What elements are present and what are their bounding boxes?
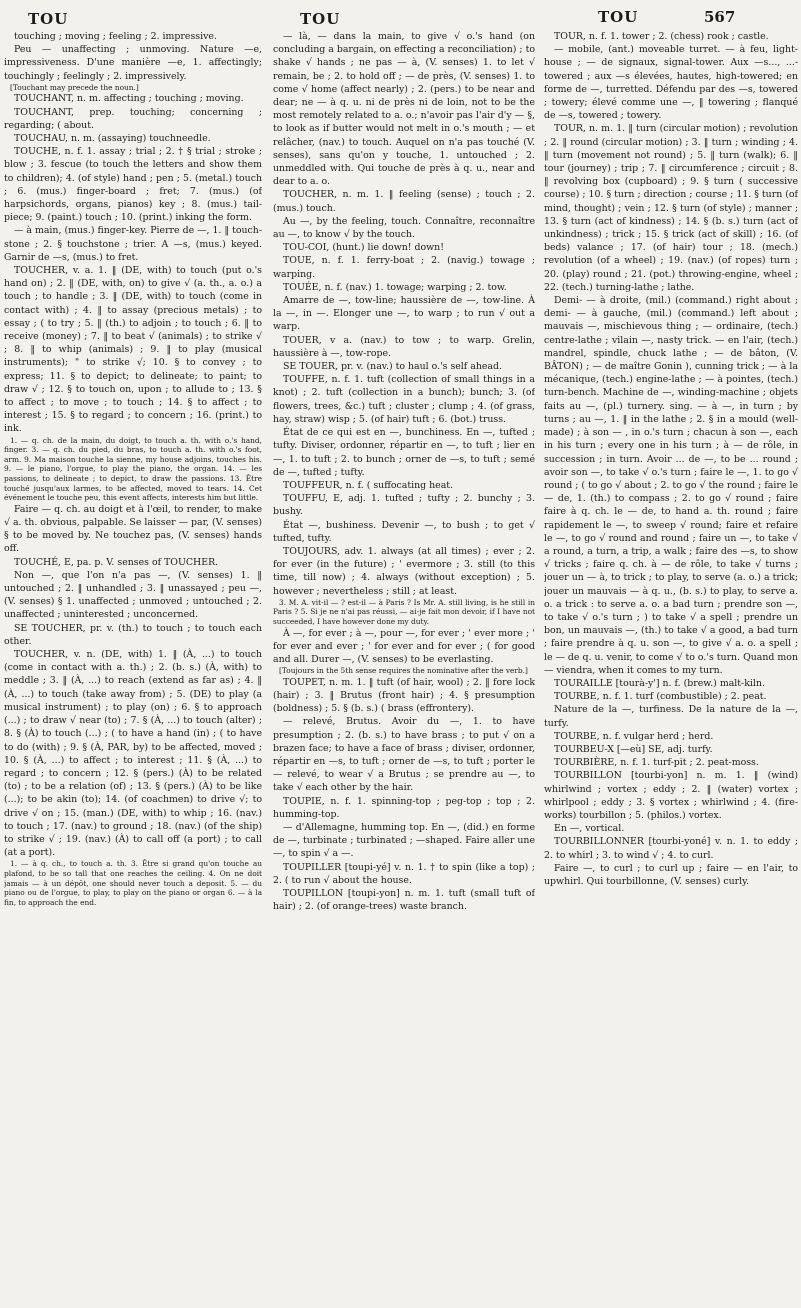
page-header: [0, 4, 801, 32]
entry-paragraph: TOUCHER, v. n. (DE, with) 1. ‖ (À, ...) to touch (come in contact with a. th.) ; 2. (b. s.) (À, with) to meddle ; 3. ‖ (À, ...) to reach (extend as far as) ; 4. ‖ (À, ...) to touch (take away from) ; 5. (DE) to play (a musical instrument) ; to play (on) ; 6. § to approach (...) ; to draw √ near (to) ; 7. § (À, ...) to touch (alter) ; 8. § (À) to touch (...) ; ( to have a hand (in) ; ( to have to do (with) ; 9. § (À, PAR, by) to be affected, moved ; 10. § (À, ...) to affect ; to interest ; 11. § (À, ...) to regard ; to concern ; 12. § (pers.) (À) to be related (to) ; to be a relation (of) ; 13. § (pers.) (À) to be like (...); to be akin (to); 14. (of coachmen) to drive √; to drive √ on ; 15. (man.) (DE, with) to whip ; 16. (nav.) to touch ; 17. (nav.) to ground ; 18. (nav.) (of the ship) to strike √ ; 19. (nav.) (À) to call off (a port) ; to call (at a port).: [4, 649, 262, 859]
entry-paragraph: TOUCHER, n. m. 1. ‖ feeling (sense) ; touch ; 2. (mus.) touch.: [273, 189, 535, 214]
entry-paragraph: — relevé, Brutus. Avoir du —, 1. to have presumption ; 2. (b. s.) to have brass ; to put √ on a brazen face; to have a face of brass ; diviser, ordonner, répartir en —s, to tuft ; orner de —s, to tuft ; porter le — relevé, to wear √ a Brutus ; se prendre au —, to take √ each other by the hair.: [273, 716, 535, 794]
entry-paragraph: touching ; moving ; feeling ; 2. impressive.: [14, 31, 217, 42]
entry-paragraph: État de ce qui est en —, bunchiness. En —, tufted ; tufty. Diviser, ordonner, répartir en —, to tuft ; lier en —, 1. to tuft ; 2. to bunch ; orner de —s, to tuft ; semé de —, tufted ; tufty.: [273, 427, 535, 478]
entry-paragraph: TOUPILLER [toupi-yé] v. n. 1. † to spin (like a top) ; 2. ( to run √ about the house.: [273, 861, 535, 886]
entry-paragraph: TOURBIÈRE, n. f. 1. turf-pit ; 2. peat-moss.: [554, 757, 759, 769]
entry-paragraph: TOUCHAU, n. m. (assaying) touchneedle.: [14, 133, 211, 145]
entry-paragraph: — d'Allemagne, humming top. En —, (did.) en forme de —, turbinate ; turbinated ; —shaped. Faire aller une —, to spin √ a —.: [273, 821, 535, 860]
entry-paragraph: TOUJOURS, adv. 1. always (at all times) ; ever ; 2. for ever (in the future) ; ' evermore ; 3. still (to this time, till now) ; 4. always (without exception) ; 5. however ; nevertheless ; still ; at least.: [273, 545, 535, 597]
usage-note: [Touchant may precede the noun.]: [10, 82, 139, 92]
left-running-head: TOU: [28, 10, 69, 28]
entry-paragraph: TOUPIE, n. f. 1. spinning-top ; peg-top ; top ; 2. humming-top.: [273, 795, 535, 820]
entry-paragraph: TOUPILLON [toupi-yon] n. m. 1. tuft (small tuft of hair) ; 2. (of orange-trees) waste branch.: [273, 887, 535, 913]
entry-paragraph: TOUÉE, n. f. (nav.) 1. towage; warping ; 2. tow.: [283, 281, 507, 293]
entry-paragraph: TOURBILLON [tourbi-yon] n. m. 1. ‖ (wind) whirlwind ; vortex ; eddy ; 2. ‖ (water) vortex ; whirlpool ; eddy ; 3. § vortex ; whirlwind ; 4. (fire-works) tourbillon ; 5. (philos.) vortex.: [544, 770, 798, 821]
entry-paragraph: TOUFFE, n. f. 1. tuft (collection of small things in a knot) ; 2. tuft (collection in a bunch); bunch; 3. (of flowers, trees, &c.) tuft ; cluster ; clump ; 4. (of grass, hay, straw) wisp ; 5. (of hair) tuft ; 6. (bot.) truss.: [273, 374, 535, 425]
right-running-head: TOU: [598, 8, 639, 26]
entry-paragraph: État —, bushiness. Devenir —, to bush ; to get √ tufted, tufty.: [273, 519, 535, 544]
entry-paragraph: TOU-COI, (hunt.) lie down! down!: [283, 242, 444, 254]
example-note: 3. M. A. vit-il — ? est-il — à Paris ? Is Mr. A. still living, is he still in Paris ? 5. Si je ne n'ai pas réussi, — ai-je fait mon devoir, if I have not succeeded, I have however done my duty.: [273, 597, 535, 626]
entry-paragraph: TOUCHÉ, E, pa. p. V. senses of TOUCHER.: [14, 556, 219, 568]
entry-paragraph: TOUCHANT, n. m. affecting ; touching ; moving.: [14, 93, 244, 105]
example-note: 1. — q. ch. de la main, du doigt, to touch a. th. with o.'s hand, finger. 3. — q. ch. du pied, du bras, to touch a. th. with o.'s foot, arm. 9. Ma maison touche la sienne, my house adjoins, touches his. 9. — le piano, l'orgue, to play the piano, the organ. 14. — les passions, to delineate ; to depict, to draw the passions. 13. Être touché jusqu'aux larmes, to be affected, moved to tears. 14. Cet événement le touche peu, this event affects, interests him but little.: [4, 435, 262, 503]
entry-paragraph: TOUR, n. m. 1. ‖ turn (circular motion) ; revolution ; 2. ‖ round (circular motion) ; 3. ‖ turn ; winding ; 4. ‖ turn (movement not round) ; 5. ‖ turn (walk); 6. ‖ tour (journey) ; trip ; 7. ‖ circumference ; circuit ; 8. ‖ revolving box (cupboard) ; 9. § turn ( successive course) ; 10. § turn ; direction ; course ; 11. § turn (of mind, thought) ; vein ; 12. § turn (of style) ; manner ; 13. § turn (act of kindness) ; 14. § (b. s.) turn (act of unkindness) ; trick ; 15. § trick (act of skill) ; 16. (of beds) valance ; 17. (of hair) tour ; 18. (mech.) revolution (of a wheel) ; 19. (nav.) (of ropes) turn ; 20. (play) round ; 21. (pot.) throwing-engine, wheel ; 22. (tech.) turning-lathe ; lathe.: [544, 123, 798, 293]
entry-paragraph: SE TOUER, pr. v. (nav.) to haul o.'s self ahead.: [283, 361, 503, 373]
entry-paragraph: TOUCHE, n. f. 1. assay ; trial ; 2. † § trial ; stroke ; blow ; 3. fescue (to touch the letters and show them to children); 4. (of style) hand ; pen ; 5. (metal.) touch ; 6. (mus.) finger-board ; fret; 7. (mus.) (of harpsichords, organs, pianos) key ; 8. (mus.) tail-piece; 9. (paint.) touch ; 10. (print.) inking the form.: [4, 146, 262, 224]
entry-paragraph: TOUFFEUR, n. f. ( suffocating heat.: [283, 479, 454, 491]
entry-paragraph: À —, for ever ; à —, pour —, for ever ; ' ever more ; ' for ever and ever ; ' for ever and for ever ; ( for good and all. Durer —, (V. senses) to be everlasting.: [273, 627, 535, 665]
entry-paragraph: TOUE, n. f. 1. ferry-boat ; 2. (navig.) towage ; warping.: [273, 255, 535, 280]
entry-paragraph: Demi- — à droite, (mil.) (command.) right about ; demi- — à gauche, (mil.) (command.) left about ; mauvais —, mischievous thing ; — ordinaire, (tech.) centre-lathe ; vilain —, nasty trick. — en l'air, (tech.) mandrel, spindle, chuck lathe ; — de bâton, (V. BÂTON) ; — de maître Gonin ), cunning trick ; — à la mécanique, (tech.) engine-lathe ; — à pointes, (tech.) turn-bench. Machine de —, winding-machine ; objets faits au —, (pl.) turnery. sing. — à —, in turn ; by turns ; au —, 1. ‖ in the lathe ; 2. § in a mould (well-made) ; à son — , in o.'s turn ; chacun à son —, each in his turn ; every one in his turn ; à — de rôle, in succession ; in turn. Avoir ... de —, to be ... round ; avoir son —, to take √ o.'s turn ; faire le —, 1. to go √ round ; ( to go √ about ; 2. to go √ the round ; faire le — de, 1. (th.) to compass ; 2. to go √ round ; faire faire à q. ch. le — de, to hand a. th. round ; faire rapidement le —, to sweep √ round; faire et refaire le —, to go √ round and round ; faire un —, to take √ a round, a turn, a trip, a walk ; faire des —s, to show √ tricks ; faire q. ch. à — de rôle, to take √ turns ; jouer un — à, to trick ; to play, to serve (a. o.) a trick; jouer un mauvais — à q. u., (b. s.) to play, to serve a. o. a trick : to serve a. o. a bad turn ; prendre son —, to take √ o.'s turn ; ) to take √ a spell ; prendre un bon, un mauvais —, (th.) to take √ a good, a bad turn ; faire prendre à q. u. son —, to give √ a. o. a spell ; le — de q. u. venir, to come √ to o.'s turn. Quand mon — viendra, when it comes to my turn.: [544, 295, 798, 676]
entry-paragraph: — là, — dans la main, to give √ o.'s hand (on concluding a bargain, on effecting a reconciliation) ; to shake √ hands ; ne pas — à, (V. senses) 1. to let √ remain, be ; 2. to hold off ; — de près, (V. senses) 1. to come √ home (affect nearly) ; 2. (pers.) to be near and dear; ne — à q. u. ni de près ni de loin, not to be the most remotely related to a. o.; n'avoir pas l'air d'y — §, to look as if butter would not melt in o.'s mouth ; — et relâcher, (nav.) to touch. Auquel on n'a pas touché (V. senses), sans qu'on y touche, 1. untouched ; 2. unmeddled with. Qui touche de près à q. u., near and dear to a. o.: [273, 31, 535, 188]
entry-paragraph: TOURAILLE [tourà-y'] n. f. (brew.) malt-kiln.: [554, 677, 765, 689]
page-number: 567: [704, 8, 736, 26]
entry-paragraph: TOUER, v a. (nav.) to tow ; to warp. Grelin, haussière à —, tow-rope.: [273, 334, 535, 359]
entry-paragraph: En —, vortical.: [554, 823, 625, 835]
entry-paragraph: Peu — unaffecting ; unmoving. Nature —e, impressiveness. D'une manière —e, 1. affectingly; touchingly ; feelingly ; 2. impressively.: [4, 44, 262, 82]
entry-paragraph: TOUCHER, v. a. 1. ‖ (DE, with) to touch (put o.'s hand on) ; 2. ‖ (DE, with, on) to give √ (a. th., a. o.) a touch ; to handle ; 3. ‖ (DE, with) to touch (come in contact with) ; 4. ‖ to assay (precious metals) ; to essay ; ( to try ; 5. ‖ (th.) to adjoin ; to touch ; 6. ‖ to receive (money) ; 7. ‖ to beat √ (animals) ; to strike √ ; 8. ‖ to whip (animals) ; 9. ‖ to play (musical instruments); " to strike √; 10. § to convey ; to express; 11. § to depict; to delineate; to paint; to draw √ ; 12. § to touch on, upon ; to allude to ; 13. § to affect ; to move ; to touch ; 14. § to affect ; to interest ; 15. § to regard ; to concern ; 16. (print.) to ink.: [4, 265, 262, 435]
column-2: [273, 30, 535, 1300]
entry-paragraph: — à main, (mus.) finger-key. Pierre de —, 1. ‖ touch-stone ; 2. § touchstone ; trier. A —s, (mus.) keyed. Garnir de —s, (mus.) to fret.: [4, 225, 262, 263]
entry-paragraph: TOURBEU-X [—eù] SE, adj. turfy.: [554, 743, 713, 755]
text-columns: [0, 30, 801, 1300]
entry-paragraph: TOUFFU, E, adj. 1. tufted ; tufty ; 2. bunchy ; 3. bushy.: [273, 493, 535, 518]
entry-paragraph: TOURBILLONNER [tourbi-yoné] v. n. 1. to eddy ; 2. to whirl ; 3. to wind √ ; 4. to curl.: [544, 836, 798, 861]
entry-paragraph: Nature de la —, turfiness. De la nature de la —, turfy.: [544, 704, 798, 729]
entry-paragraph: TOURBE, n. f. vulgar herd ; herd.: [554, 730, 714, 742]
column-1: [4, 30, 262, 1300]
usage-note: [Toujours in the 5th sense requires the nominative after the verb.]: [279, 666, 528, 676]
column-3: [544, 30, 798, 1300]
entry-paragraph: Faire —, to curl ; to curl up ; faire — en l'air, to upwhirl. Qui tourbillonne, (V. senses) curly.: [544, 862, 798, 887]
entry-paragraph: Au —, by the feeling, touch. Connaître, reconnaître au —, to know √ by the touch.: [273, 215, 535, 241]
entry-paragraph: Faire — q. ch. au doigt et à l'œil, to render, to make √ a. th. obvious, palpable. Se laisser — par, (V. senses) § to be moved by. Ne touchez pas, (V. senses) hands off.: [4, 503, 262, 555]
entry-paragraph: SE TOUCHER, pr. v. (th.) to touch ; to touch each other.: [4, 622, 262, 647]
example-note: 1. — à q. ch., to touch a. th. 3. Être si grand qu'on touche au plafond, to be so tall that one reaches the ceiling. 4. On ne doit jamais — à un dépôt, one should never touch a deposit. 5. — du piano ou de l'orgue, to play, to play on the piano or organ 6. — à la fin, to approach the end.: [4, 859, 262, 907]
entry-paragraph: TOUR, n. f. 1. tower ; 2. (chess) rook ; castle.: [554, 31, 769, 42]
entry-paragraph: Non —, que l'on n'a pas —, (V. senses) 1. ‖ untouched ; 2. ‖ unhandled ; 3. ‖ unassayed ; peu —, (V. senses) § 1. unaffected ; unmoved ; untouched ; 2. unaffected ; uninterested ; unconcerned.: [4, 569, 262, 621]
entry-paragraph: TOUCHANT, prep. touching; concerning ; regarding; ( about.: [4, 106, 262, 131]
entry-paragraph: Amarre de —, tow-line; haussière de —, tow-line. À la —, in —. Elonger une —, to warp ; to run √ out a warp.: [273, 295, 535, 333]
entry-paragraph: — mobile, (ant.) moveable turret. — à feu, light-house ; — de signaux, signal-tower. Aux —s..., ...-towered ; aux —s élevées, hautes, high-towered; en forme de —, turretted. Défendu par des —s, towered ; towery; élevé comme une —, ‖ towering ; flanqué de —s, towered ; towery.: [544, 44, 798, 122]
entry-paragraph: TOURBE, n. f. 1. turf (combustible) ; 2. peat.: [554, 691, 767, 703]
entry-paragraph: TOUPET, n. m. 1. ‖ tuft (of hair, wool) ; 2. ‖ fore lock (hair) ; 3. ‖ Brutus (front hair) ; 4. § presumption (boldness) ; 5. § (b. s.) ( brass (effrontery).: [273, 676, 535, 715]
center-running-head: TOU: [300, 10, 341, 28]
